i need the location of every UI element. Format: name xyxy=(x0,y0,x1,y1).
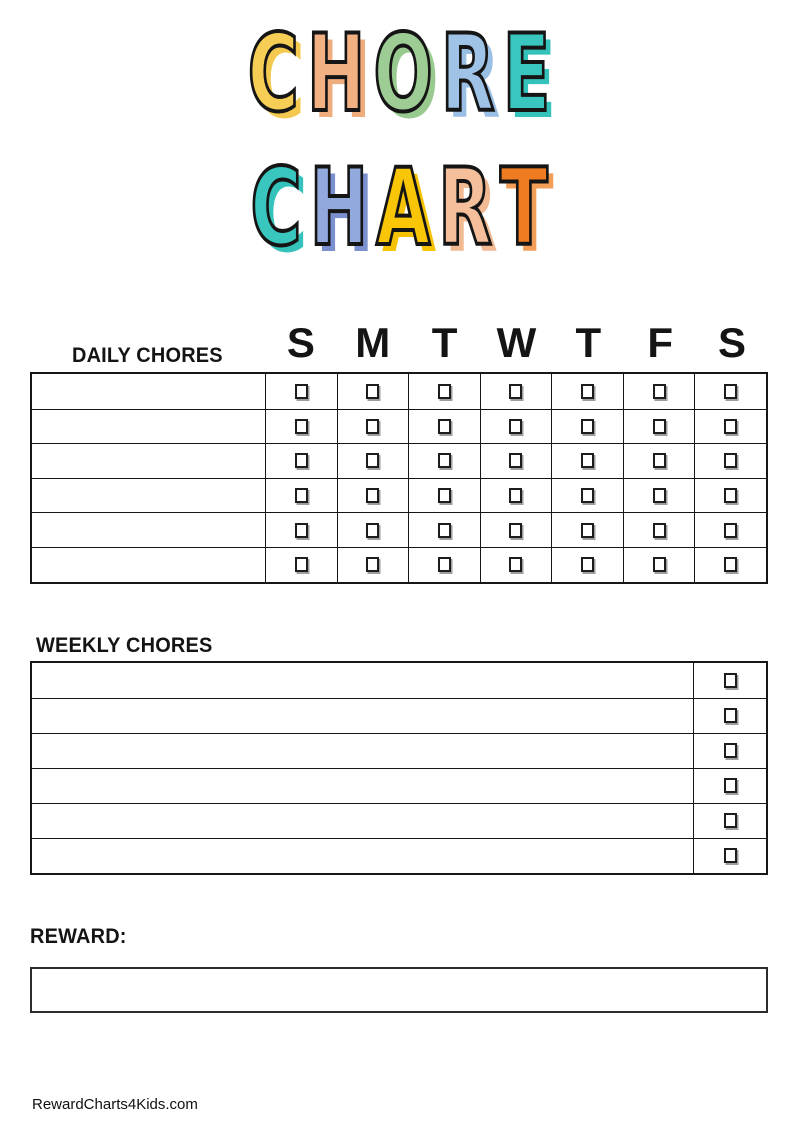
title-letter: T xyxy=(499,146,548,270)
checkbox-icon[interactable] xyxy=(366,419,379,434)
checkbox-icon[interactable] xyxy=(724,557,737,572)
title-letter: R xyxy=(440,12,495,136)
checkbox-icon[interactable] xyxy=(724,673,737,688)
page-title xyxy=(30,0,768,270)
daily-check-cell xyxy=(694,512,766,547)
daily-check-cell xyxy=(623,512,695,547)
daily-check-cell xyxy=(623,409,695,444)
weekly-check-cell xyxy=(693,698,766,733)
checkbox-icon[interactable] xyxy=(438,523,451,538)
checkbox-icon[interactable] xyxy=(724,523,737,538)
day-column-header-5: T xyxy=(575,319,602,366)
daily-check-cell xyxy=(337,547,409,582)
daily-check-cell xyxy=(480,374,552,409)
day-column-header-3: T xyxy=(431,319,458,366)
day-column-header-4: W xyxy=(496,319,537,366)
title-letter: O xyxy=(373,12,433,136)
daily-check-cell xyxy=(694,443,766,478)
checkbox-icon[interactable] xyxy=(438,557,451,572)
title-word-chore xyxy=(155,12,642,136)
daily-check-cell xyxy=(551,374,623,409)
checkbox-icon[interactable] xyxy=(295,523,308,538)
checkbox-icon[interactable] xyxy=(509,419,522,434)
daily-chores-table xyxy=(30,372,768,584)
daily-check-cell xyxy=(337,409,409,444)
daily-check-cell xyxy=(408,409,480,444)
daily-check-cell xyxy=(408,547,480,582)
daily-check-cell xyxy=(623,547,695,582)
title-letter: A xyxy=(376,146,431,270)
title-letter: H xyxy=(309,146,369,270)
checkbox-icon[interactable] xyxy=(581,557,594,572)
checkbox-icon[interactable] xyxy=(724,419,737,434)
checkbox-icon[interactable] xyxy=(724,384,737,399)
title-letter: C xyxy=(250,146,302,270)
checkbox-icon[interactable] xyxy=(653,488,666,503)
checkbox-icon[interactable] xyxy=(509,384,522,399)
weekly-check-cell xyxy=(693,803,766,838)
checkbox-icon[interactable] xyxy=(366,557,379,572)
daily-check-cell xyxy=(337,374,409,409)
daily-chore-name-cell[interactable] xyxy=(32,478,265,513)
checkbox-icon[interactable] xyxy=(366,384,379,399)
day-column-header-2: M xyxy=(355,319,391,366)
daily-check-cell xyxy=(480,443,552,478)
weekly-chore-name-cell[interactable] xyxy=(32,803,693,838)
title-word-chart xyxy=(155,146,642,270)
checkbox-icon[interactable] xyxy=(581,523,594,538)
checkbox-icon[interactable] xyxy=(724,743,737,758)
reward-input-box[interactable] xyxy=(30,967,768,1013)
checkbox-icon[interactable] xyxy=(295,557,308,572)
daily-check-cell xyxy=(265,443,337,478)
daily-check-cell xyxy=(694,478,766,513)
checkbox-icon[interactable] xyxy=(724,488,737,503)
daily-check-cell xyxy=(408,374,480,409)
daily-check-cell xyxy=(408,443,480,478)
daily-check-cell xyxy=(623,478,695,513)
daily-check-cell xyxy=(337,478,409,513)
checkbox-icon[interactable] xyxy=(653,384,666,399)
daily-check-cell xyxy=(265,478,337,513)
daily-check-cell xyxy=(551,547,623,582)
checkbox-icon[interactable] xyxy=(653,453,666,468)
checkbox-icon[interactable] xyxy=(366,523,379,538)
title-letter: C xyxy=(247,12,299,136)
daily-check-cell xyxy=(694,374,766,409)
weekly-chore-name-cell[interactable] xyxy=(32,698,693,733)
checkbox-icon[interactable] xyxy=(509,488,522,503)
day-column-header-6: F xyxy=(647,319,674,366)
daily-check-cell xyxy=(623,374,695,409)
daily-check-cell xyxy=(480,512,552,547)
daily-check-cell xyxy=(265,547,337,582)
checkbox-icon[interactable] xyxy=(366,453,379,468)
daily-chores-heading-cell xyxy=(30,344,265,370)
day-column-header-7: S xyxy=(718,319,747,366)
checkbox-icon[interactable] xyxy=(438,488,451,503)
checkbox-icon[interactable] xyxy=(581,488,594,503)
daily-check-cell xyxy=(337,512,409,547)
weekly-chore-name-cell[interactable] xyxy=(32,733,693,768)
checkbox-icon[interactable] xyxy=(438,419,451,434)
checkbox-icon[interactable] xyxy=(724,453,737,468)
checkbox-icon[interactable] xyxy=(724,813,737,828)
weekly-chore-name-cell[interactable] xyxy=(32,768,693,803)
daily-check-cell xyxy=(265,512,337,547)
checkbox-icon[interactable] xyxy=(295,453,308,468)
daily-chore-name-cell[interactable] xyxy=(32,409,265,444)
daily-check-cell xyxy=(551,409,623,444)
daily-check-cell xyxy=(694,547,766,582)
daily-check-cell xyxy=(265,374,337,409)
weekly-check-cell xyxy=(693,838,766,873)
checkbox-icon[interactable] xyxy=(581,453,594,468)
weekly-check-cell xyxy=(693,733,766,768)
daily-check-cell xyxy=(694,409,766,444)
site-credit: RewardCharts4Kids.com xyxy=(32,1096,198,1113)
title-letter: H xyxy=(306,12,366,136)
daily-check-cell xyxy=(408,512,480,547)
checkbox-icon[interactable] xyxy=(295,488,308,503)
daily-chore-name-cell[interactable] xyxy=(32,374,265,409)
daily-check-cell xyxy=(551,443,623,478)
checkbox-icon[interactable] xyxy=(581,419,594,434)
daily-check-cell xyxy=(480,478,552,513)
checkbox-icon[interactable] xyxy=(295,419,308,434)
checkbox-icon[interactable] xyxy=(653,557,666,572)
weekly-chores-table xyxy=(30,661,768,875)
daily-chore-name-cell[interactable] xyxy=(32,443,265,478)
checkbox-icon[interactable] xyxy=(724,708,737,723)
checkbox-icon[interactable] xyxy=(509,557,522,572)
weekly-check-cell xyxy=(693,663,766,698)
checkbox-icon[interactable] xyxy=(295,384,308,399)
checkbox-icon[interactable] xyxy=(653,523,666,538)
daily-check-cell xyxy=(337,443,409,478)
weekly-chores-heading: WEEKLY CHORES xyxy=(36,633,213,657)
checkbox-icon[interactable] xyxy=(509,453,522,468)
checkbox-icon[interactable] xyxy=(653,419,666,434)
checkbox-icon[interactable] xyxy=(438,384,451,399)
checkbox-icon[interactable] xyxy=(724,848,737,863)
checkbox-icon[interactable] xyxy=(366,488,379,503)
weekly-chore-name-cell[interactable] xyxy=(32,838,693,873)
title-letter: R xyxy=(438,146,493,270)
checkbox-icon[interactable] xyxy=(438,453,451,468)
checkbox-icon[interactable] xyxy=(509,523,522,538)
daily-check-cell xyxy=(551,478,623,513)
checkbox-icon[interactable] xyxy=(581,384,594,399)
title-letter: E xyxy=(502,12,551,136)
reward-heading: REWARD: xyxy=(30,924,127,948)
daily-chore-name-cell[interactable] xyxy=(32,512,265,547)
checkbox-icon[interactable] xyxy=(724,778,737,793)
daily-chores-heading: DAILY CHORES xyxy=(72,344,223,367)
daily-check-cell xyxy=(551,512,623,547)
daily-chore-name-cell[interactable] xyxy=(32,547,265,582)
daily-check-cell xyxy=(480,547,552,582)
daily-check-cell xyxy=(480,409,552,444)
weekly-check-cell xyxy=(693,768,766,803)
weekly-chore-name-cell[interactable] xyxy=(32,663,693,698)
daily-chores-header-row xyxy=(30,316,768,370)
daily-check-cell xyxy=(408,478,480,513)
daily-check-cell xyxy=(265,409,337,444)
day-column-header-1: S xyxy=(286,319,315,366)
daily-check-cell xyxy=(623,443,695,478)
